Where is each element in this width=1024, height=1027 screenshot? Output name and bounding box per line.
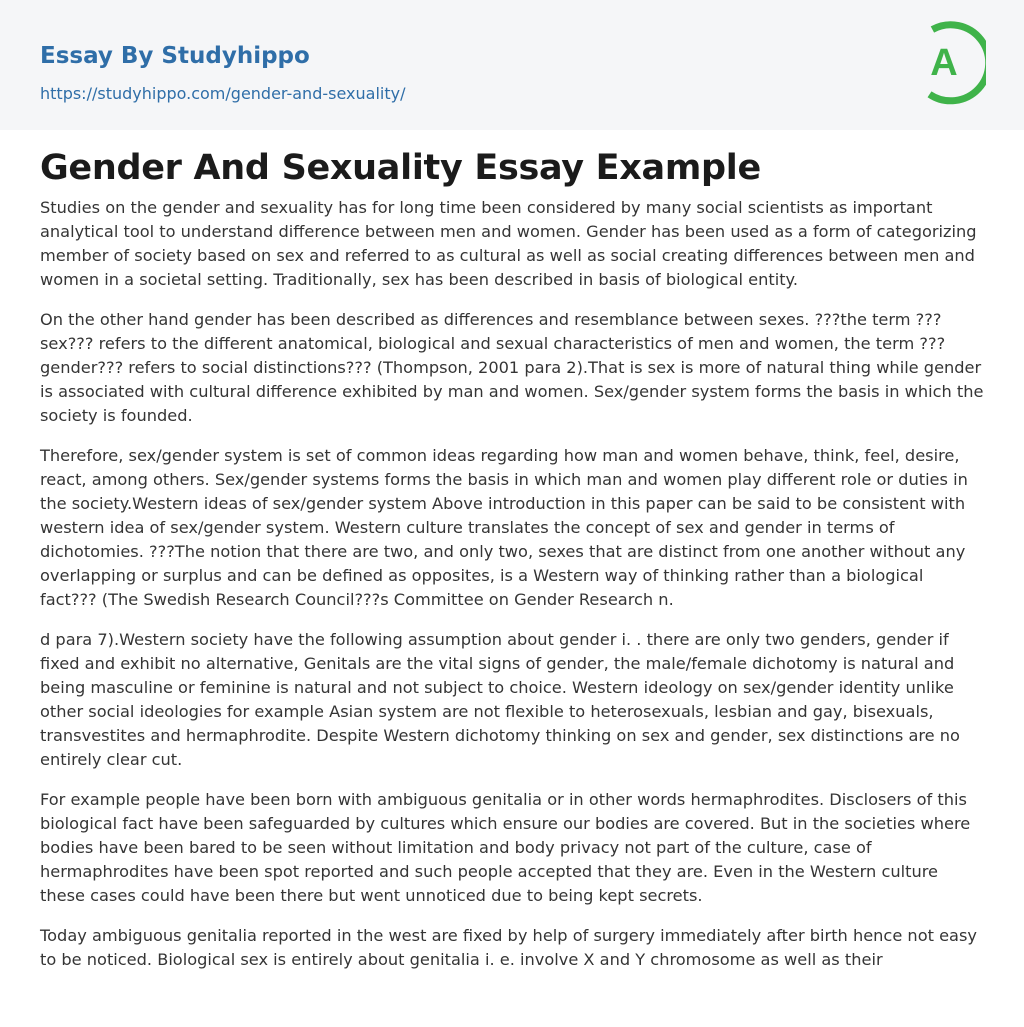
essay-body xyxy=(40,190,984,972)
logo-letter: A xyxy=(930,42,958,84)
studyhippo-logo-icon[interactable] xyxy=(916,18,986,106)
essay-paragraph: On the other hand gender has been described as differences and resemblance between sexes. ???the term ??? sex??? refers to the different anatomical, biological and sexual characteristics of men and women, the term ??? gender??? refers to social distinctions??? (Thompson, 2001 para 2).That is sex is more of natural thing while gender is associated with cultural difference exhibited by man and women. Sex/gender system forms the basis in which the society is founded. xyxy=(40,310,984,425)
essay-paragraph: Studies on the gender and sexuality has for long time been considered by many social scientists as important analytical tool to understand difference between men and women. Gender has been used as a form of categorizing member of society based on sex and referred to as cultural as well as social creating differences between men and women in a societal setting. Traditionally, sex has been described in basis of biological entity. xyxy=(40,198,977,289)
essay-paragraph: Today ambiguous genitalia reported in the west are fixed by help of surgery immediately after birth hence not easy to be noticed. Biological sex is entirely about genitalia i. e. involve X and Y chromosome as well as their xyxy=(40,926,977,969)
essay-paragraph: d para 7).Western society have the following assumption about gender i. . there are only two genders, gender if fixed and exhibit no alternative, Genitals are the vital signs of gender, the male/female dichotomy is natural and being masculine or feminine is natural and not subject to choice. Western ideology on sex/gender identity unlike other social ideologies for example Asian system are not flexible to heterosexuals, lesbian and gay, bisexuals, transvestites and hermaphrodite. Despite Western dichotomy thinking on sex and gender, sex distinctions are no entirely clear cut. xyxy=(40,630,960,769)
essay-paragraph: Therefore, sex/gender system is set of common ideas regarding how man and women behave, think, feel, desire, react, among others. Sex/gender systems forms the basis in which man and women play different role or duties in the society.Western ideas of sex/gender system Above introduction in this paper can be said to be consistent with western idea of sex/gender system. Western culture translates the concept of sex and gender in terms of dichotomies. ???The notion that there are two, and only two, sexes that are distinct from one another without any overlapping or surplus and can be defined as opposites, is a Western way of thinking rather than a biological fact??? (The Swedish Research Council???s Committee on Gender Research n. xyxy=(40,446,968,609)
site-header xyxy=(0,0,1024,130)
article xyxy=(0,130,1024,972)
page-title: Gender And Sexuality Essay Example xyxy=(40,148,761,188)
essay-paragraph: For example people have been born with ambiguous genitalia or in other words hermaphrodites. Disclosers of this biological fact have been safeguarded by cultures which ensure our bodies are covered. But in the societies where bodies have been bared to be seen without limitation and body privacy not part of the culture, case of hermaphrodites have been spot reported and such people accepted that they are. Even in the Western culture these cases could have been there but went unnoticed due to being kept secrets. xyxy=(40,790,971,905)
source-url-link[interactable]: https://studyhippo.com/gender-and-sexuality/ xyxy=(40,84,406,103)
brand-title[interactable]: Essay By Studyhippo xyxy=(40,43,310,69)
